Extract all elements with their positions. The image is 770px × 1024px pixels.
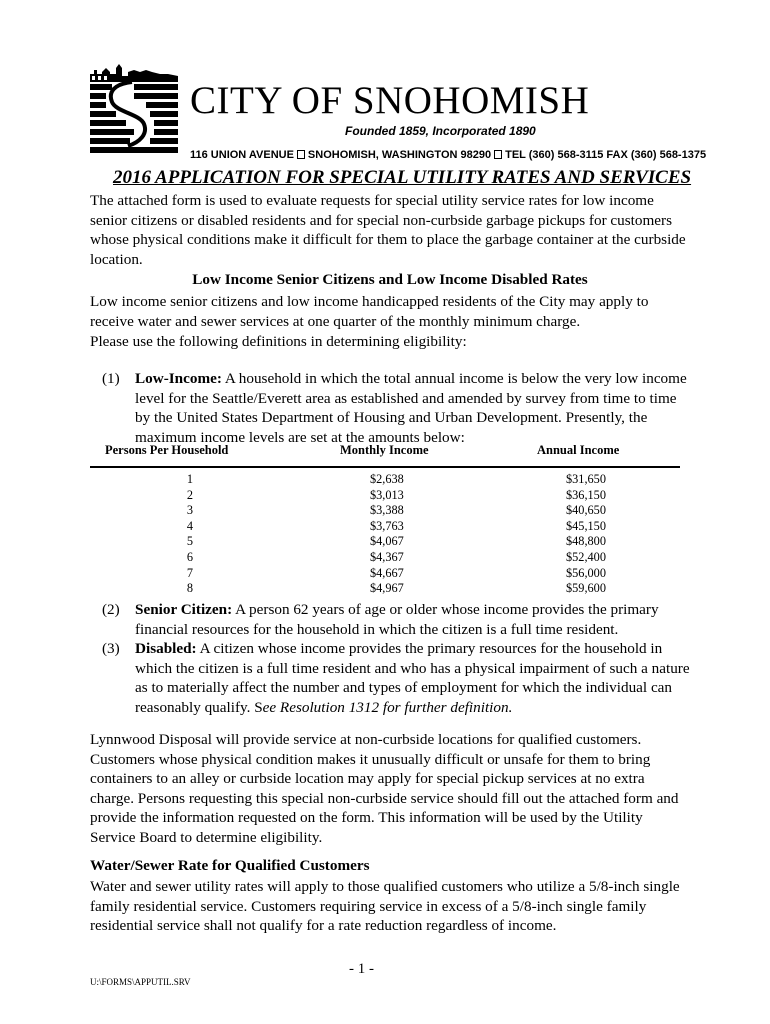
annual-column	[566, 472, 606, 597]
table-cell: $3,388	[370, 503, 404, 518]
low-income-paragraph: Low income senior citizens and low income handicapped residents of the City may apply to receive water and sewer services at one quarter of the monthly minimum charge.	[90, 293, 649, 330]
table-cell: $52,400	[566, 549, 606, 564]
table-cell: $2,638	[370, 472, 404, 486]
table-cell: $40,650	[566, 503, 606, 518]
intro-paragraph: The attached form is used to evaluate requests for special utility service rates for low income senior citizens or disabled residents and for special non-curbside garbage pickups for customers whose physical conditions make it difficult for them to place the garbage container at the curbside location.	[90, 192, 686, 268]
definition-number: (1)	[102, 370, 120, 387]
table-cell: $3,013	[370, 487, 404, 502]
table-cell: $48,800	[566, 534, 606, 549]
table-cell: $31,650	[566, 472, 606, 486]
persons-column	[180, 472, 200, 597]
definition-disabled	[102, 639, 692, 717]
address-line	[190, 149, 706, 161]
table-cell: $4,667	[370, 565, 404, 580]
definition-term: Senior Citizen:	[135, 601, 233, 618]
table-header-persons: Persons Per Household	[105, 443, 229, 457]
application-title: 2016 APPLICATION FOR SPECIAL UTILITY RATES AND SERVICES	[113, 167, 692, 188]
definition-term: Disabled:	[135, 640, 197, 657]
table-cell: 4	[186, 518, 194, 533]
table-header-monthly: Monthly Income	[340, 443, 429, 457]
resolution-reference: ee Resolution 1312 for further definition.	[262, 698, 513, 716]
definition-number: (3)	[102, 640, 120, 657]
table-header-annual: Annual Income	[537, 443, 620, 457]
definition-number: (2)	[102, 601, 120, 618]
table-cell: $3,763	[370, 518, 404, 533]
table-cell: $4,067	[370, 534, 404, 549]
street-address: 116 UNION AVENUE	[190, 149, 294, 161]
definition-term: Low-Income:	[135, 370, 222, 387]
definition-text: A person 62 years of age or older whose income provides the primary financial resources for the household in which the citizen is a full time resident.	[135, 601, 659, 638]
table-cell: $36,150	[566, 487, 606, 502]
separator-box-icon	[494, 150, 502, 159]
city-logo	[88, 62, 180, 156]
disposal-paragraph: Lynnwood Disposal will provide service at non-curbside locations for qualified customers. Customers whose physical condition makes it unusually difficult or unsafe for them to bring containers to an alley or curbside location may apply for special pickup services at no extra charge. Persons requesting this special non-curbside service should fill out the attached form and provide the information requested on the form. This information will be used by the Utility Service Board to determine eligibility.	[90, 731, 679, 846]
table-cell: 2	[186, 487, 194, 502]
water-sewer-heading: Water/Sewer Rate for Qualified Customers	[90, 857, 370, 874]
definition-low-income	[102, 369, 692, 447]
table-cell: $56,000	[566, 565, 606, 580]
founded-line: Founded 1859, Incorporated 1890	[345, 124, 536, 138]
low-income-heading: Low Income Senior Citizens and Low Income Disabled Rates	[192, 271, 588, 288]
table-cell: $59,600	[566, 581, 606, 596]
definition-text: A household in which the total annual income is below the very low income level for the Seattle/Everett area as established and amended by survey from time to time by the United States Department of Housing and Urban Development. Presently, the maximum income levels are set at the amounts below:	[135, 370, 687, 446]
table-cell: 8	[186, 581, 194, 596]
definitions-intro: Please use the following definitions in determining eligibility:	[90, 333, 467, 350]
monthly-column	[370, 472, 404, 597]
table-cell: 3	[186, 503, 194, 518]
table-cell: 7	[186, 565, 194, 580]
definition-senior-citizen	[102, 600, 692, 639]
table-cell: 6	[186, 549, 194, 564]
city-state-zip: SNOHOMISH, WASHINGTON 98290	[307, 149, 492, 161]
table-cell: $4,967	[370, 581, 404, 596]
water-sewer-paragraph: Water and sewer utility rates will apply to those qualified customers who utilize a 5/8-inch single family residential service. Customers requiring service in excess of a 5/8-inch single family residential service shall not qualify for a rate reduction regardless of income.	[90, 878, 680, 935]
table-cell: $45,150	[566, 518, 606, 533]
phone-fax: TEL (360) 568-3115 FAX (360) 568-1375	[505, 149, 707, 161]
table-header-rule	[90, 466, 680, 468]
file-path: U:\FORMS\APPUTIL.SRV	[90, 977, 191, 987]
table-cell: 1	[186, 472, 194, 486]
table-cell: $4,367	[370, 549, 404, 564]
separator-box-icon	[297, 150, 305, 159]
table-cell: 5	[186, 534, 194, 549]
definition-text: A citizen whose income provides the primary resources for the household in which the citizen is a full time resident and who has a physical impairment of such a nature as to materially affect the number and types of employment for which the individual can reasonably qualify. S	[135, 640, 690, 716]
city-name: CITY OF SNOHOMISH	[190, 79, 590, 122]
page-number: - 1 -	[349, 961, 374, 977]
